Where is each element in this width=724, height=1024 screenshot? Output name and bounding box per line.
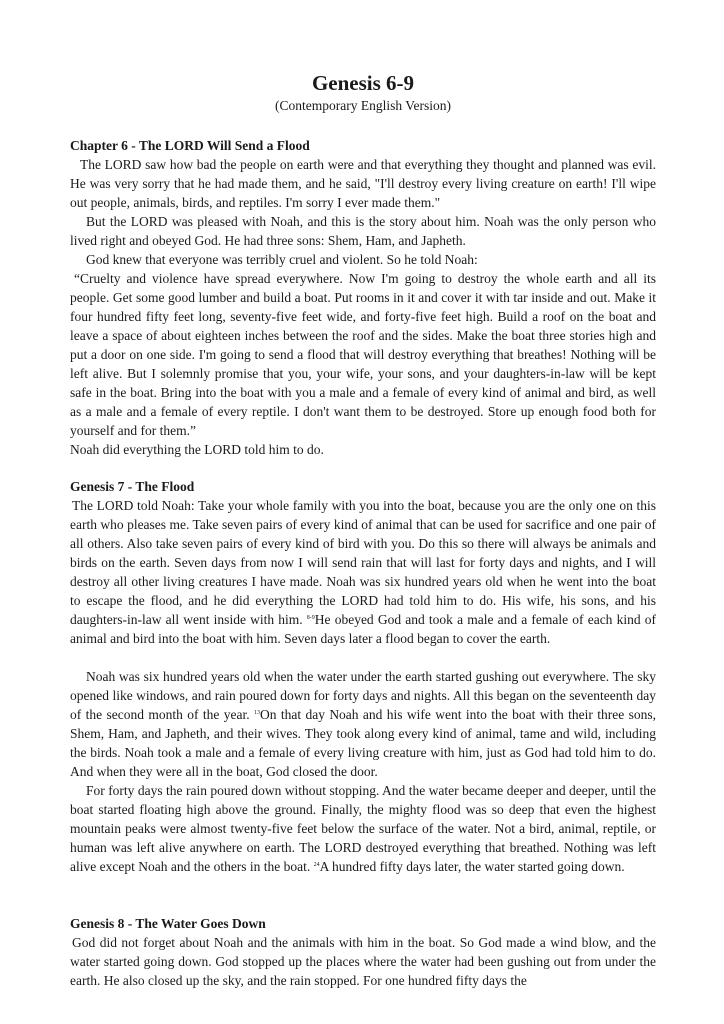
chapter-6-heading: Chapter 6 - The LORD Will Send a Flood bbox=[70, 138, 310, 153]
chapter-6-paragraph-1: The LORD saw how bad the people on earth were and that everything they thought and planned was evil. He was very sorry that he had made them, and he said, "I'll destroy every living creature on earth! I'll wipe out people, animals, birds, and reptiles. I'm sorry I ever made them." bbox=[70, 157, 656, 210]
chapter-7-paragraph-3 bbox=[70, 781, 656, 876]
chapter-7-paragraph-1-text-a: The LORD told Noah: Take your whole family with you into the boat, because you are the only one on this earth who pleases me. Take seven pairs of every kind of animal that can be used for sacrifice and one pair of all others. Also take seven pairs of every kind of bird with you. Do this so there will always be animals and birds on the earth. Seven days from now I will send rain that will last for forty days and nights, and I will destroy all other living creatures I have made. Noah was six hundred years old when he went into the boat to escape the flood, and he did everything the LORD had told him to do. His wife, his sons, and his daughters-in-law all went inside with him. bbox=[70, 498, 656, 627]
chapter-6-paragraph-4: “Cruelty and violence have spread everywhere. Now I'm going to destroy the whole earth and all its people. Get some good lumber and build a boat. Put rooms in it and cover it with tar inside and out. Make it four hundred fifty feet long, seventy-five feet wide, and forty-five feet high. Build a roof on the boat and leave a space of about eighteen inches between the roof and the sides. Make the boat three stories high and put a door on one side. I'm going to send a flood that will destroy everything that breathes! Nothing will be left alive. But I solemnly promise that you, your wife, your sons, and your daughters-in-law will be kept safe in the boat. Bring into the boat with you a male and a female of every kind of animal and bird, as well as a male and a female of every reptile. I don't want them to be destroyed. Store up enough food both for yourself and for them.” bbox=[70, 271, 656, 438]
chapter-7-paragraph-2 bbox=[70, 667, 656, 781]
chapter-7-paragraph-2-text-b: On that day Noah and his wife went into the boat with their three sons, Shem, Ham, and Japheth, and their wives. They took along every kind of animal, tame and wild, including the birds. Noah took a male and a female of every living creature with him, just as God had told him to do. And when they were all in the boat, God closed the door. bbox=[70, 707, 656, 779]
chapter-7-paragraph-3-text-b: A hundred fifty days later, the water started going down. bbox=[319, 859, 625, 874]
chapter-6-paragraph-2: But the LORD was pleased with Noah, and this is the story about him. Noah was the only person who lived right and obeyed God. He had three sons: Shem, Ham, and Japheth. bbox=[70, 214, 656, 248]
verse-number: 13 bbox=[253, 710, 260, 716]
verse-number: 24 bbox=[313, 862, 320, 868]
chapter-8-heading: Genesis 8 - The Water Goes Down bbox=[70, 916, 266, 931]
chapter-7-heading: Genesis 7 - The Flood bbox=[70, 479, 195, 494]
chapter-7-paragraph-1-text-b: He obeyed God and took a male and a female of each kind of animal and bird into the boat with him. Seven days later a flood began to cover the earth. bbox=[70, 612, 657, 646]
chapter-7-paragraph-1 bbox=[70, 496, 656, 648]
chapter-7-section bbox=[70, 477, 656, 876]
chapter-7-paragraph-2-text-a: Noah was six hundred years old when the water under the earth started gushing out everywhere. The sky opened like windows, and rain poured down for forty days and nights. All this began on the seventeenth day of the second month of the year. bbox=[70, 669, 656, 722]
chapter-8-paragraph-1: God did not forget about Noah and the animals with him in the boat. So God made a wind blow, and the water started going down. God stopped up the places where the water had been gushing out from under the earth. He also closed up the sky, and the rain stopped. For one hundred fifty days the bbox=[70, 935, 656, 988]
chapter-6-paragraph-5: Noah did everything the LORD told him to do. bbox=[70, 442, 324, 457]
document-subtitle: (Contemporary English Version) bbox=[275, 98, 451, 113]
chapter-6-section bbox=[70, 136, 656, 459]
chapter-6-paragraph-3: God knew that everyone was terribly cruel and violent. So he told Noah: bbox=[86, 252, 478, 267]
chapter-8-section bbox=[70, 914, 656, 990]
chapter-7-paragraph-3-text-a: For forty days the rain poured down without stopping. And the water became deeper and deeper, until the boat started floating high above the ground. Finally, the mighty flood was so deep that even the highest mountain peaks were almost twenty-five feet below the surface of the water. Not a bird, animal, reptile, or human was left alive anywhere on earth. The LORD destroyed everything that breathed. Nothing was left alive except Noah and the others in the boat. bbox=[70, 783, 656, 874]
document-title: Genesis 6-9 bbox=[311, 71, 415, 95]
verse-number: 8-9 bbox=[306, 615, 315, 621]
